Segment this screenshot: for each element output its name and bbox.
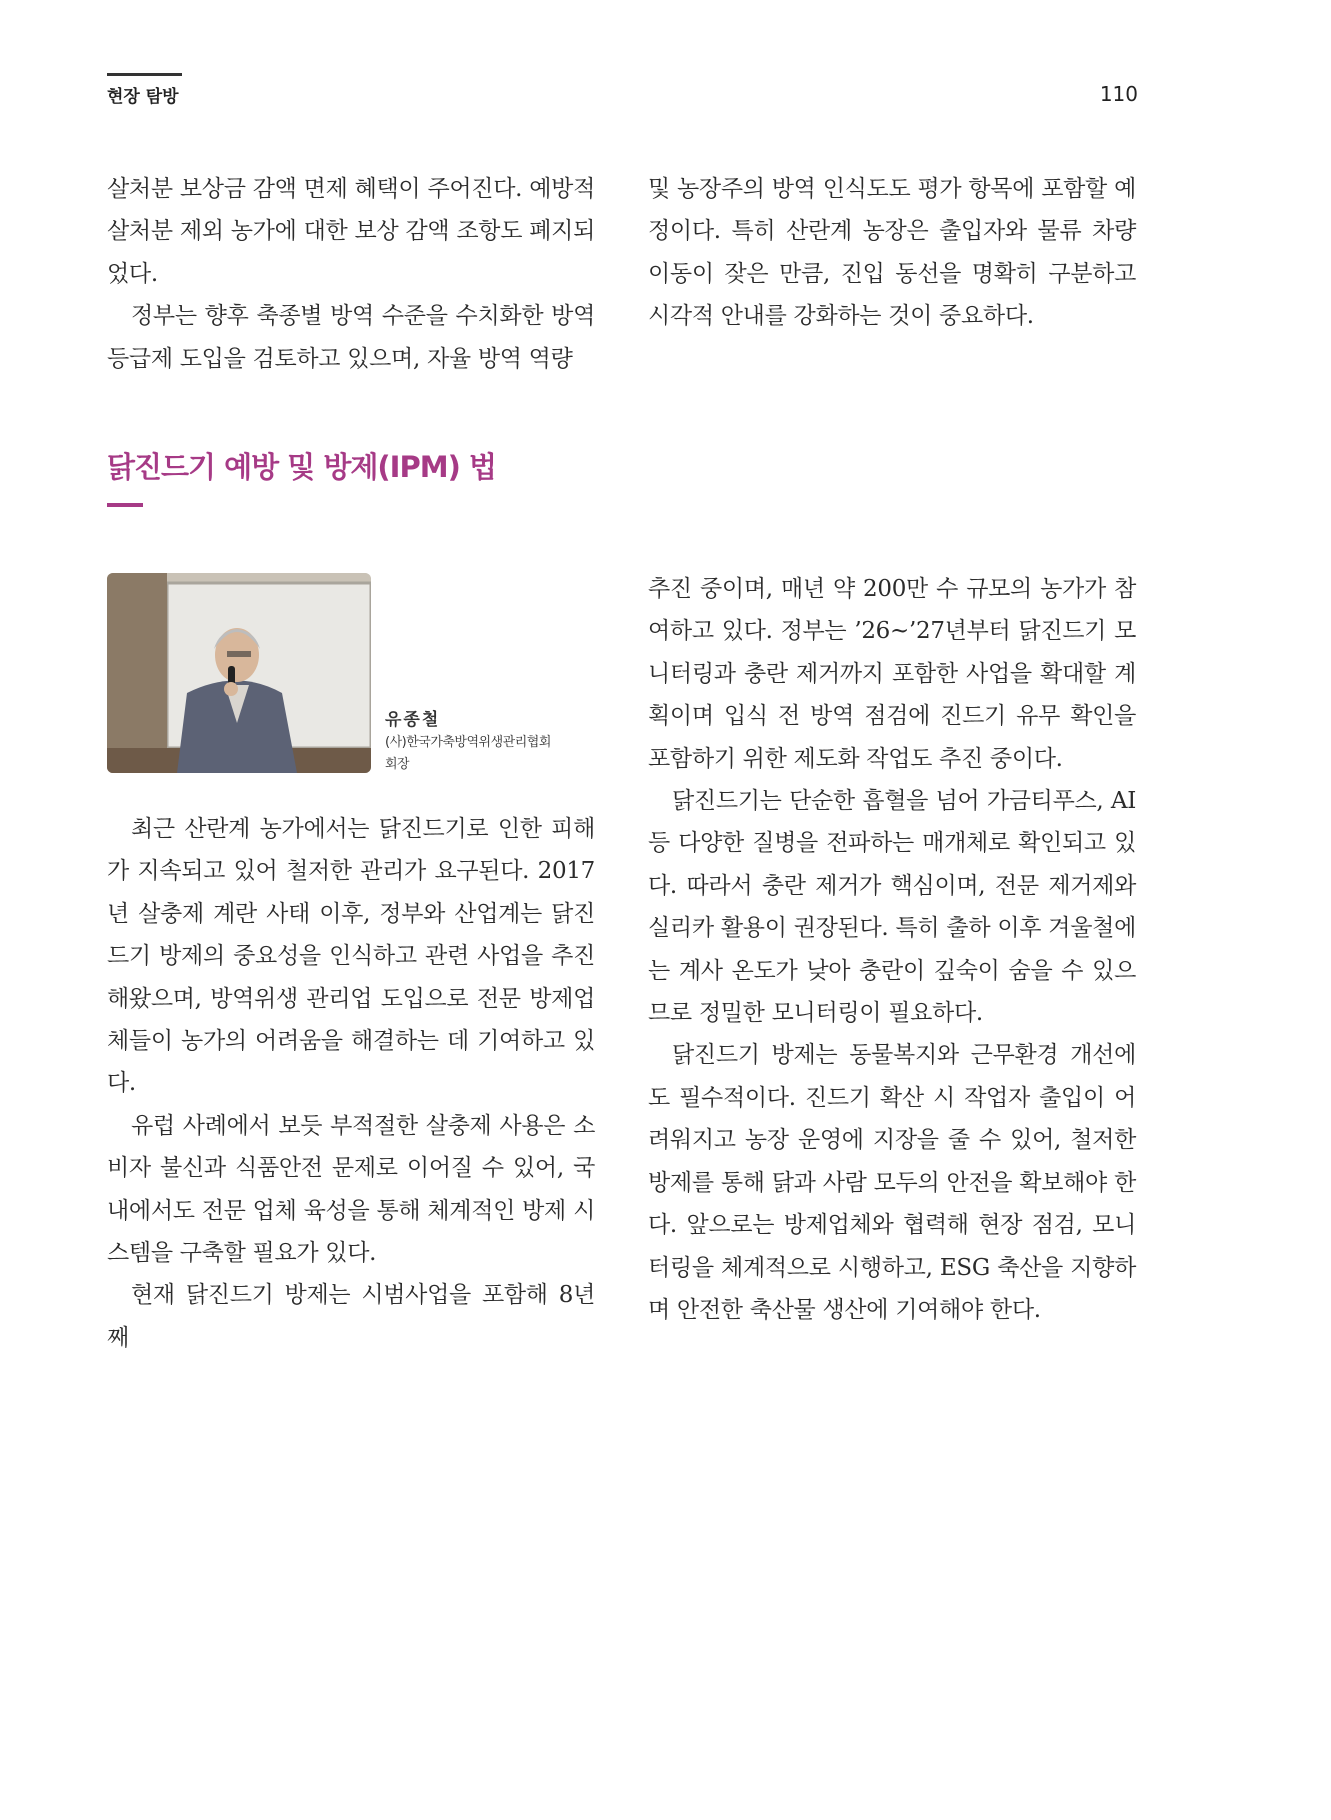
paragraph: 살처분 보상금 감액 면제 혜택이 주어진다. 예방적 살처분 제외 농가에 대한 보상 감액 조항도 폐지되었다. xyxy=(107,176,595,287)
column-bottom-left xyxy=(107,808,595,1359)
column-bottom-right xyxy=(648,568,1136,1331)
section-label: 현장 탐방 xyxy=(107,87,179,107)
section-heading: 닭진드기 예방 및 방제(IPM) 법 xyxy=(107,450,496,484)
paragraph: 추진 중이며, 매년 약 200만 수 규모의 농가가 참여하고 있다. 정부는 ’26~’27년부터 닭진드기 모니터링과 충란 제거까지 포함한 사업을 확대할 계획이며 입식 전 방역 점검에 진드기 유무 확인을 포함하기 위한 제도화 작업도 추진 중이다. xyxy=(648,576,1136,772)
paragraph: 닭진드기 방제는 동물복지와 근무환경 개선에도 필수적이다. 진드기 확산 시 작업자 출입이 어려워지고 농장 운영에 지장을 줄 수 있어, 철저한 방제를 통해 닭과 사람 모두의 안전을 확보해야 한다. 앞으로는 방제업체와 협력해 현장 점검, 모니터링을 체계적으로 시행하고, ESG 축산을 지향하며 안전한 축산물 생산에 기여해야 한다. xyxy=(648,1042,1136,1323)
speaker-photo xyxy=(107,573,371,773)
speaker-name: 유종철 xyxy=(385,710,441,730)
paragraph: 및 농장주의 방역 인식도도 평가 항목에 포함할 예정이다. 특히 산란계 농장은 출입자와 물류 차량 이동이 잦은 만큼, 진입 동선을 명확히 구분하고 시각적 안내를 강화하는 것이 중요하다. xyxy=(648,176,1136,330)
paragraph: 현재 닭진드기 방제는 시범사업을 포함해 8년째 xyxy=(107,1282,595,1351)
photo-caption xyxy=(385,705,551,776)
page-number: 110 xyxy=(1099,82,1138,106)
paragraph: 유럽 사례에서 보듯 부적절한 살충제 사용은 소비자 불신과 식품안전 문제로 이어질 수 있어, 국내에서도 전문 업체 육성을 통해 체계적인 방제 시스템을 구축할 필요가 있다. xyxy=(107,1112,595,1267)
paragraph: 닭진드기는 단순한 흡혈을 넘어 가금티푸스, AI 등 다양한 질병을 전파하는 매개체로 확인되고 있다. 따라서 충란 제거가 핵심이며, 전문 제거제와 실리카 활용이 권장된다. 특히 출하 이후 겨울철에는 계사 온도가 낮아 충란이 깊숙이 숨을 수 있으므로 정밀한 모니터링이 필요하다. xyxy=(648,788,1136,1027)
column-top-left xyxy=(107,168,595,380)
paragraph: 정부는 향후 축종별 방역 수준을 수치화한 방역 등급제 도입을 검토하고 있으며, 자율 방역 역량 xyxy=(107,303,595,372)
heading-underline xyxy=(107,503,143,507)
column-top-right xyxy=(648,168,1136,338)
paragraph: 최근 산란계 농가에서는 닭진드기로 인한 피해가 지속되고 있어 철저한 관리가 요구된다. 2017년 살충제 계란 사태 이후, 정부와 산업계는 닭진드기 방제의 중요성을 인식하고 관련 사업을 추진해왔으며, 방역위생 관리업 도입으로 전문 방제업체들이 농가의 어려움을 해결하는 데 기여하고 있다. xyxy=(107,816,595,1097)
speaker-title: 회장 xyxy=(385,757,410,772)
speaker-affiliation: (사)한국가축방역위생관리협회 xyxy=(385,735,551,750)
header-rule xyxy=(107,73,182,76)
